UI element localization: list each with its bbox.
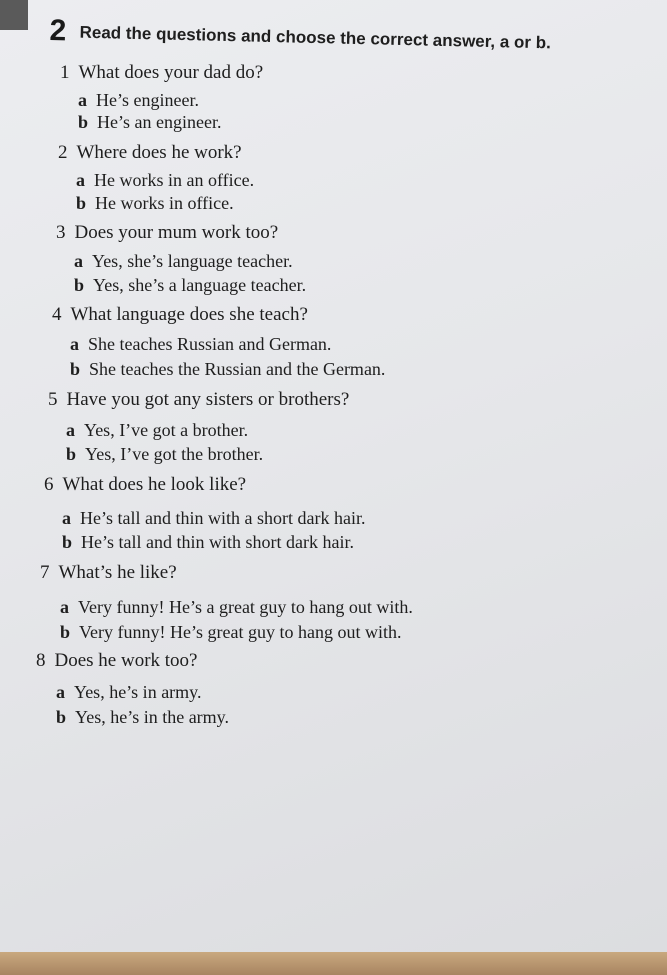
- option-letter: b: [70, 359, 81, 379]
- option-letter: b: [74, 275, 85, 295]
- question-number: 5: [48, 389, 58, 410]
- option-text: She teaches the Russian and the German.: [89, 359, 386, 379]
- question-text: Where does he work?: [76, 142, 242, 163]
- question-8-option-a[interactable]: [56, 682, 202, 703]
- question-6: [44, 474, 246, 496]
- option-letter: a: [76, 170, 85, 190]
- question-1-option-a[interactable]: [78, 90, 199, 111]
- question-number: 7: [40, 562, 50, 583]
- exercise-instruction: Read the questions and choose the correct answer, a or b.: [79, 22, 552, 53]
- question-7: [40, 562, 177, 584]
- question-2-option-a[interactable]: [76, 170, 254, 191]
- exercise-number: 2: [49, 14, 67, 48]
- question-3: [56, 222, 278, 244]
- option-text: Yes, I’ve got a brother.: [84, 420, 249, 440]
- question-2: [58, 142, 242, 164]
- question-number: 1: [60, 62, 70, 83]
- option-text: Yes, he’s in army.: [74, 682, 202, 702]
- question-8-option-b[interactable]: [56, 707, 229, 728]
- question-number: 8: [36, 650, 46, 671]
- option-text: He’s tall and thin with a short dark hair.: [80, 508, 366, 528]
- option-text: Very funny! He’s great guy to hang out with.: [79, 622, 402, 642]
- option-letter: a: [60, 597, 69, 617]
- question-text: Does he work too?: [54, 650, 198, 671]
- option-text: He works in an office.: [94, 170, 255, 190]
- question-6-option-a[interactable]: [62, 508, 365, 529]
- option-text: He works in office.: [95, 193, 234, 213]
- question-number: 3: [56, 222, 66, 243]
- question-text: Does your mum work too?: [74, 222, 279, 243]
- option-text: She teaches Russian and German.: [88, 334, 332, 354]
- option-text: He’s tall and thin with short dark hair.: [81, 532, 354, 552]
- question-number: 6: [44, 474, 54, 495]
- question-number: 4: [52, 304, 62, 325]
- question-4-option-a[interactable]: [70, 334, 331, 355]
- option-letter: a: [70, 334, 79, 354]
- question-4: [52, 304, 308, 326]
- page-corner-shadow: [0, 0, 28, 30]
- option-text: He’s engineer.: [96, 90, 199, 110]
- option-text: Yes, she’s language teacher.: [92, 251, 293, 271]
- question-text: What language does she teach?: [70, 304, 308, 325]
- option-letter: b: [62, 532, 73, 552]
- question-5: [48, 389, 349, 411]
- option-letter: a: [56, 682, 65, 702]
- option-letter: b: [76, 193, 87, 213]
- question-6-option-b[interactable]: [62, 532, 354, 553]
- question-text: What’s he like?: [58, 562, 177, 583]
- question-number: 2: [58, 142, 68, 163]
- table-surface: [0, 952, 667, 975]
- exercise-header: [49, 14, 650, 68]
- option-letter: a: [78, 90, 87, 110]
- question-8: [36, 650, 198, 672]
- question-text: What does your dad do?: [78, 62, 264, 83]
- question-1-option-b[interactable]: [78, 112, 221, 133]
- option-text: Yes, he’s in the army.: [75, 707, 230, 727]
- option-letter: b: [56, 707, 67, 727]
- question-7-option-a[interactable]: [60, 597, 413, 618]
- option-letter: b: [60, 622, 71, 642]
- option-text: Yes, she’s a language teacher.: [93, 275, 307, 295]
- question-3-option-b[interactable]: [74, 275, 306, 296]
- option-letter: a: [74, 251, 83, 271]
- option-letter: b: [66, 444, 77, 464]
- option-text: Yes, I’ve got the brother.: [85, 444, 264, 464]
- question-text: Have you got any sisters or brothers?: [66, 389, 350, 410]
- option-letter: a: [66, 420, 75, 440]
- option-text: Very funny! He’s a great guy to hang out with.: [78, 597, 413, 617]
- option-letter: a: [62, 508, 71, 528]
- question-1: [60, 62, 263, 84]
- question-text: What does he look like?: [62, 474, 247, 495]
- question-5-option-a[interactable]: [66, 420, 248, 441]
- option-letter: b: [78, 112, 89, 132]
- question-5-option-b[interactable]: [66, 444, 263, 465]
- question-2-option-b[interactable]: [76, 193, 234, 214]
- question-7-option-b[interactable]: [60, 622, 401, 643]
- option-text: He’s an engineer.: [97, 112, 222, 132]
- question-3-option-a[interactable]: [74, 251, 293, 272]
- question-4-option-b[interactable]: [70, 359, 385, 380]
